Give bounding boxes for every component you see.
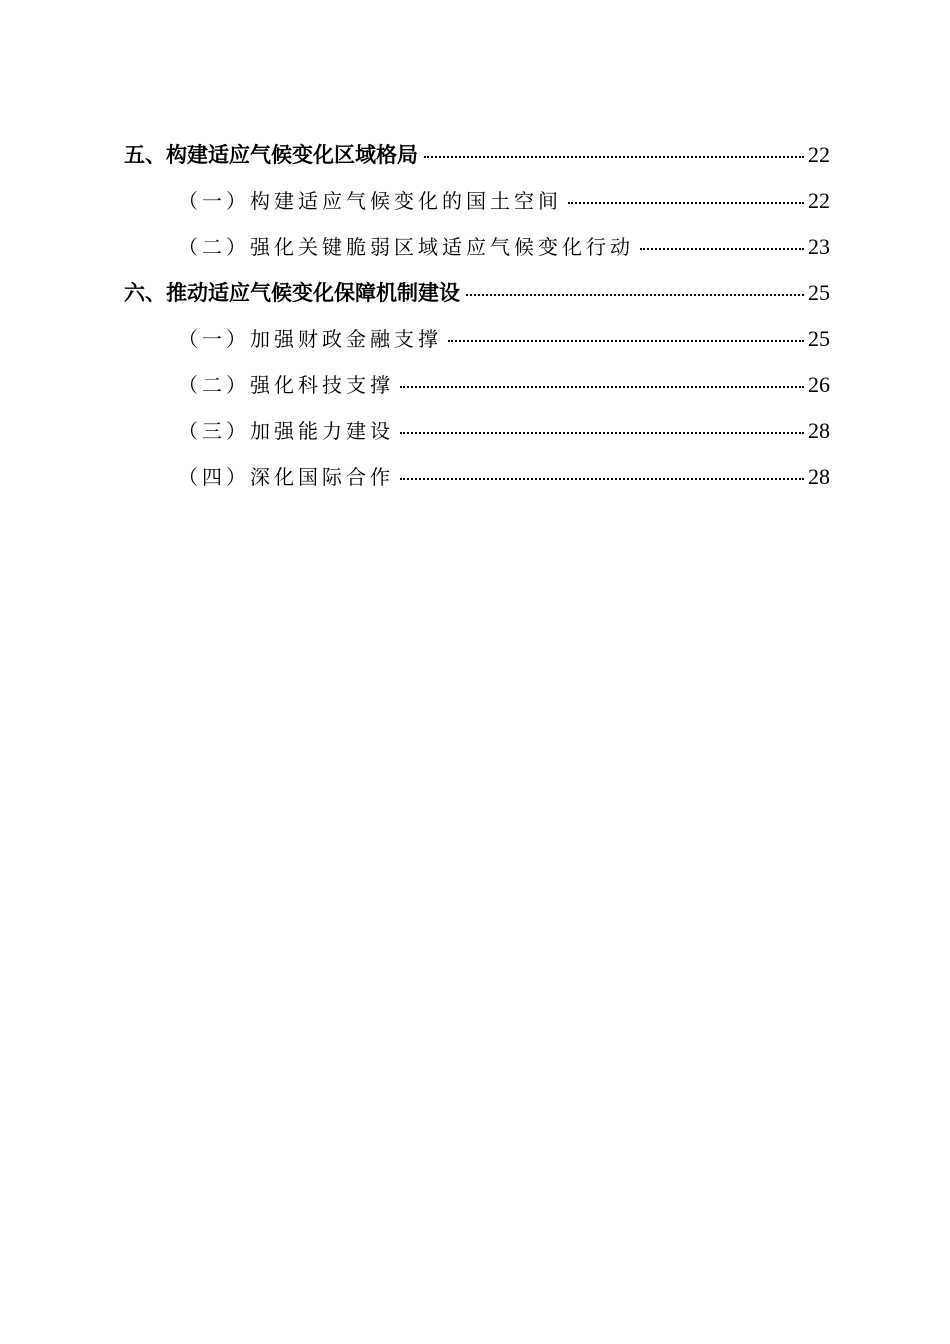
toc-page-number: 25 (808, 326, 830, 351)
toc-entry-section-6-1[interactable] (178, 323, 830, 352)
toc-entry-title: （一）构建适应气候变化的国土空间 (178, 189, 562, 213)
toc-entry-title: （一）加强财政金融支撑 (178, 327, 442, 351)
toc-page-number: 25 (808, 280, 830, 305)
toc-page-number: 22 (808, 188, 830, 213)
toc-entry-section-5-1[interactable] (178, 185, 830, 214)
toc-page-number: 28 (808, 418, 830, 443)
toc-page-number: 22 (808, 142, 830, 167)
toc-entry-section-6-4[interactable] (178, 461, 830, 490)
dot-leader (568, 202, 804, 204)
toc-entry-title: （三）加强能力建设 (178, 419, 394, 443)
toc-page-number: 23 (808, 234, 830, 259)
dot-leader (400, 432, 804, 434)
toc-entry-section-6-3[interactable] (178, 415, 830, 444)
dot-leader (400, 386, 804, 388)
toc-entry-chapter-6[interactable] (124, 277, 830, 307)
toc-entry-title: 六、推动适应气候变化保障机制建设 (124, 281, 460, 305)
toc-entry-title: 五、构建适应气候变化区域格局 (124, 143, 418, 167)
dot-leader (640, 248, 804, 250)
toc-entry-section-5-2[interactable] (178, 231, 830, 260)
toc-entry-title: （二）强化科技支撑 (178, 373, 394, 397)
toc-entry-title: （二）强化关键脆弱区域适应气候变化行动 (178, 235, 634, 259)
toc-page-number: 28 (808, 464, 830, 489)
dot-leader (448, 340, 804, 342)
dot-leader (424, 156, 804, 158)
toc-entry-title: （四）深化国际合作 (178, 465, 394, 489)
toc-entry-chapter-5[interactable] (124, 139, 830, 169)
dot-leader (466, 294, 804, 296)
toc-page-number: 26 (808, 372, 830, 397)
dot-leader (400, 478, 804, 480)
toc-entry-section-6-2[interactable] (178, 369, 830, 398)
